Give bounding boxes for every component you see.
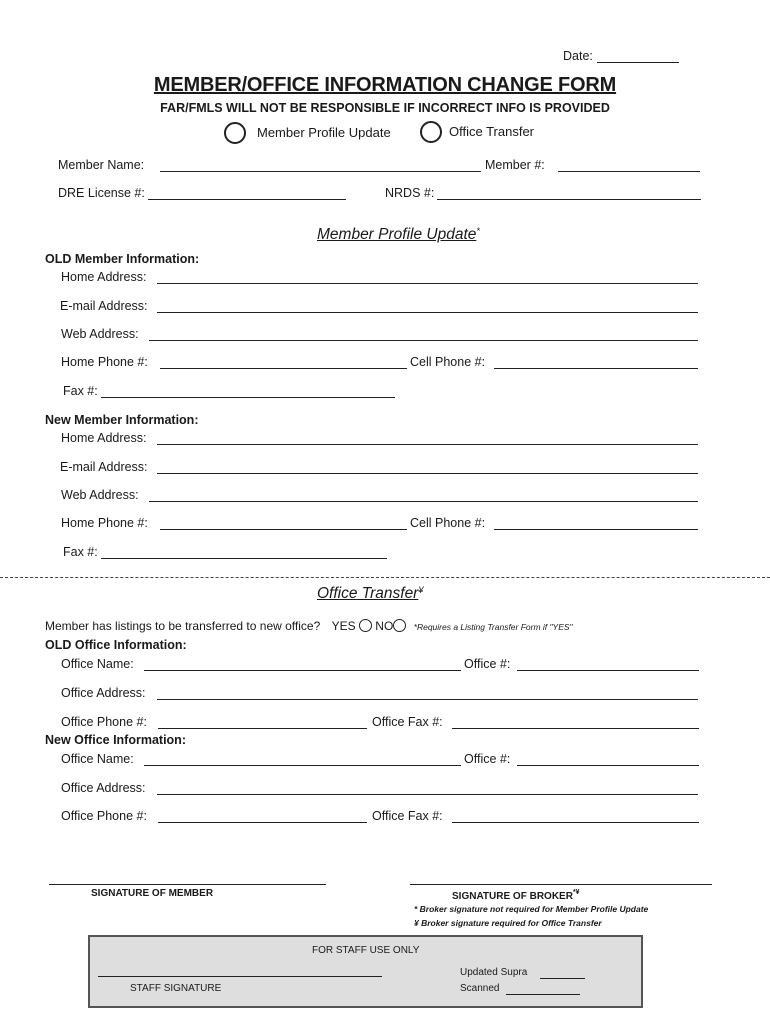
old-home-phone-label: Home Phone #: — [61, 355, 148, 369]
new-email-address-field[interactable] — [157, 460, 698, 474]
old-office-address-field[interactable] — [157, 686, 698, 700]
listing-transfer-note: *Requires a Listing Transfer Form if "YES" — [413, 622, 573, 632]
scanned-label: Scanned — [460, 983, 500, 994]
dre-license-field[interactable] — [148, 186, 346, 200]
member-profile-section-title: Member Profile Update — [317, 226, 477, 244]
old-office-fax-field[interactable] — [452, 715, 699, 729]
new-fax-label: Fax #: — [63, 545, 98, 559]
listings-question-row — [45, 619, 573, 634]
old-office-name-field[interactable] — [144, 657, 461, 671]
old-cell-phone-label: Cell Phone #: — [410, 355, 486, 369]
old-email-address-label: E-mail Address: — [60, 299, 148, 313]
old-office-number-field[interactable] — [517, 657, 699, 671]
yes-label: YES — [331, 619, 356, 633]
new-fax-field[interactable] — [101, 545, 387, 559]
office-transfer-section-title: Office Transfer — [317, 585, 419, 603]
broker-note-1: * Broker signature not required for Member Profile Update — [414, 904, 649, 914]
listings-question: Member has listings to be transferred to new office? — [45, 619, 321, 633]
member-signature-field[interactable] — [49, 870, 326, 885]
new-member-heading: New Member Information: — [45, 413, 199, 427]
new-home-phone-label: Home Phone #: — [61, 516, 148, 530]
new-office-fax-field[interactable] — [452, 809, 699, 823]
new-office-name-label: Office Name: — [61, 752, 134, 766]
new-web-address-label: Web Address: — [61, 488, 139, 502]
old-office-address-label: Office Address: — [61, 686, 146, 700]
new-cell-phone-label: Cell Phone #: — [410, 516, 486, 530]
broker-signature-field[interactable] — [410, 870, 712, 885]
old-fax-label: Fax #: — [63, 384, 98, 398]
member-number-field[interactable] — [558, 158, 700, 172]
office-transfer-label: Office Transfer — [449, 124, 535, 139]
old-web-address-field[interactable] — [149, 327, 698, 341]
staff-use-title: FOR STAFF USE ONLY — [312, 945, 420, 956]
new-home-phone-field[interactable] — [160, 516, 407, 530]
office-transfer-section-heading — [317, 585, 423, 603]
section-divider — [0, 577, 770, 578]
nrds-label: NRDS #: — [385, 186, 435, 200]
no-radio[interactable] — [393, 619, 406, 632]
yes-radio[interactable] — [359, 619, 372, 632]
staff-use-box — [88, 935, 643, 1008]
office-transfer-radio[interactable] — [420, 121, 442, 143]
broker-signature-label: SIGNATURE OF BROKER — [452, 891, 573, 902]
new-home-address-field[interactable] — [157, 431, 698, 445]
old-cell-phone-field[interactable] — [494, 355, 698, 369]
updated-supra-label: Updated Supra — [460, 967, 528, 978]
broker-note-2: ¥ Broker signature required for Office Transfer — [414, 918, 602, 928]
new-home-address-label: Home Address: — [61, 431, 147, 445]
old-member-heading: OLD Member Information: — [45, 252, 200, 266]
new-email-address-label: E-mail Address: — [60, 460, 148, 474]
new-office-phone-label: Office Phone #: — [61, 809, 147, 823]
member-signature-label: SIGNATURE OF MEMBER — [91, 888, 214, 899]
new-web-address-field[interactable] — [149, 488, 698, 502]
old-web-address-label: Web Address: — [61, 327, 139, 341]
old-office-name-label: Office Name: — [61, 657, 134, 671]
new-office-heading: New Office Information: — [45, 733, 186, 747]
office-transfer-section-mark: ¥ — [418, 585, 424, 595]
date-label: Date: — [563, 49, 593, 63]
new-cell-phone-field[interactable] — [494, 516, 698, 530]
member-name-field[interactable] — [160, 158, 481, 172]
scanned-field[interactable] — [506, 983, 580, 995]
member-profile-section-mark: * — [476, 226, 480, 236]
staff-signature-field[interactable] — [98, 965, 382, 977]
new-office-number-label: Office #: — [464, 752, 511, 766]
old-office-fax-label: Office Fax #: — [372, 715, 443, 729]
new-office-name-field[interactable] — [144, 752, 461, 766]
disclaimer: FAR/FMLS WILL NOT BE RESPONSIBLE IF INCORRECT INFO IS PROVIDED — [160, 101, 610, 115]
broker-signature-mark: *¥ — [572, 888, 580, 896]
old-office-phone-label: Office Phone #: — [61, 715, 147, 729]
old-home-address-label: Home Address: — [61, 270, 147, 284]
new-office-fax-label: Office Fax #: — [372, 809, 443, 823]
old-home-address-field[interactable] — [157, 270, 698, 284]
member-profile-section-heading — [317, 226, 480, 244]
old-fax-field[interactable] — [101, 384, 395, 398]
dre-license-label: DRE License #: — [58, 186, 145, 200]
date-field[interactable] — [597, 49, 679, 63]
member-number-label: Member #: — [485, 158, 545, 172]
broker-signature-caption — [452, 888, 580, 902]
updated-supra-field[interactable] — [540, 967, 585, 979]
old-office-phone-field[interactable] — [158, 715, 367, 729]
nrds-field[interactable] — [437, 186, 701, 200]
old-home-phone-field[interactable] — [160, 355, 407, 369]
old-office-number-label: Office #: — [464, 657, 511, 671]
member-name-label: Member Name: — [58, 158, 145, 172]
member-profile-update-label: Member Profile Update — [257, 125, 391, 140]
no-label: NO — [375, 619, 394, 633]
new-office-address-field[interactable] — [157, 781, 698, 795]
form-title: MEMBER/OFFICE INFORMATION CHANGE FORM — [153, 74, 617, 96]
new-office-phone-field[interactable] — [158, 809, 367, 823]
staff-signature-label: STAFF SIGNATURE — [130, 983, 222, 994]
new-office-number-field[interactable] — [517, 752, 699, 766]
old-email-address-field[interactable] — [157, 299, 698, 313]
member-profile-update-radio[interactable] — [224, 122, 246, 144]
old-office-heading: OLD Office Information: — [45, 638, 187, 652]
new-office-address-label: Office Address: — [61, 781, 146, 795]
